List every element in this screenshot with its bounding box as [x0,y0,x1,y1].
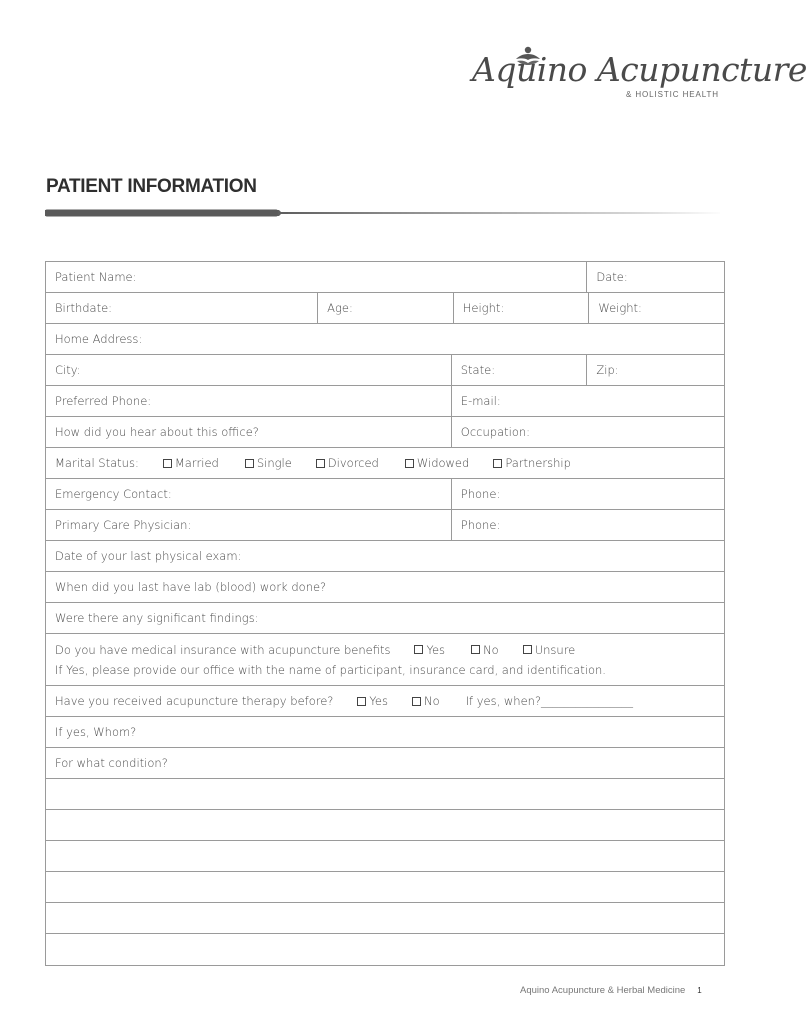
height-label: Height: [462,301,505,315]
findings-field[interactable] [46,603,724,633]
form-row [46,293,724,324]
last-lab-field[interactable] [46,572,724,602]
marital-option-single[interactable] [245,456,292,470]
checkbox-icon[interactable] [163,459,172,468]
insurance-option-no[interactable] [471,643,499,657]
city-label: City: [55,363,81,377]
preferred-phone-field[interactable] [46,386,451,416]
acupuncture-option-no[interactable] [412,694,440,708]
checkbox-icon[interactable] [245,459,254,468]
option-label: No [423,694,440,708]
form-row [46,686,724,717]
age-label: Age: [327,301,353,315]
emergency-contact-field[interactable] [46,479,451,509]
primary-care-label: Primary Care Physician: [55,518,192,532]
practitioner-field[interactable] [46,717,724,747]
blank-cell[interactable] [46,779,724,809]
blank-line[interactable] [46,779,724,810]
form-row [46,417,724,448]
marital-option-divorced[interactable] [316,456,379,470]
page-number: 1 [697,986,702,995]
option-label: Married [174,456,219,470]
checkbox-icon[interactable] [523,645,532,654]
primary-care-field[interactable] [46,510,451,540]
footer-text: Aquino Acupuncture & Herbal Medicine [520,985,686,996]
checkbox-icon[interactable] [357,697,366,706]
zip-field[interactable] [586,355,724,385]
date-field[interactable] [586,262,724,292]
age-field[interactable] [317,293,453,323]
brand-name: Aquino Acupuncture [472,50,807,89]
form-row [46,717,724,748]
form-row [46,603,724,634]
form-row [46,448,724,479]
blank-line[interactable] [46,934,724,965]
form-row [46,324,724,355]
form-row [46,386,724,417]
option-label: Widowed [416,456,470,470]
blank-cell[interactable] [46,841,724,871]
condition-field[interactable] [46,748,724,778]
birthdate-label: Birthdate: [55,301,113,315]
marital-option-widowed[interactable] [405,456,469,470]
acupuncture-history-label: Have you received acupuncture therapy before? [55,694,334,708]
weight-label: Weight: [598,301,642,315]
acupuncture-history-field [46,686,724,716]
home-address-label: Home Address: [55,332,143,346]
last-physical-field[interactable] [46,541,724,571]
city-field[interactable] [46,355,451,385]
acupuncture-when-input[interactable]: If yes, when?________________ [465,694,634,708]
brand-tagline: & HOLISTIC HEALTH [626,90,719,99]
brand-logo [470,46,807,102]
checkbox-icon[interactable] [471,645,480,654]
option-label: Yes [426,642,446,657]
form-row [46,634,724,686]
email-field[interactable] [451,386,724,416]
email-label: E-mail: [460,394,501,408]
blank-cell[interactable] [46,872,724,902]
insurance-option-unsure[interactable] [523,643,576,657]
emergency-phone-field[interactable] [451,479,724,509]
insurance-option-yes[interactable] [414,643,445,657]
home-address-field[interactable] [46,324,724,354]
referral-source-field[interactable] [46,417,451,447]
blank-line[interactable] [46,872,724,903]
referral-source-label: How did you hear about this office? [55,425,259,439]
practitioner-label: If yes, Whom? [55,725,137,739]
acupuncture-option-yes[interactable] [357,694,388,708]
patient-form [45,261,725,966]
date-label: Date: [596,270,628,284]
option-label: Single [256,456,292,470]
state-field[interactable] [451,355,587,385]
birthdate-field[interactable] [46,293,317,323]
insurance-question-label: Do you have medical insurance with acupuncture benefits [55,642,391,657]
blank-line[interactable] [46,841,724,872]
marital-status-label: Marital Status: [55,456,139,470]
checkbox-icon[interactable] [493,459,502,468]
blank-cell[interactable] [46,934,724,965]
weight-field[interactable] [588,293,724,323]
page-title: PATIENT INFORMATION [46,176,257,197]
emergency-phone-label: Phone: [460,487,501,501]
insurance-field [46,634,724,685]
checkbox-icon[interactable] [412,697,421,706]
form-row [46,748,724,779]
insurance-question-line [55,640,575,660]
marital-status-field [46,448,724,478]
checkbox-icon[interactable] [405,459,414,468]
marital-option-married[interactable] [163,456,219,470]
option-label: Partnership [505,456,571,470]
blank-cell[interactable] [46,903,724,933]
preferred-phone-label: Preferred Phone: [55,394,152,408]
form-row [46,479,724,510]
form-row [46,572,724,603]
form-row [46,262,724,293]
zip-label: Zip: [596,363,619,377]
emergency-contact-label: Emergency Contact: [55,487,172,501]
blank-cell[interactable] [46,810,724,840]
patient-name-label: Patient Name: [55,270,137,284]
form-row [46,541,724,572]
patient-name-field[interactable] [46,262,586,292]
checkbox-icon[interactable] [316,459,325,468]
primary-phone-field[interactable] [451,510,724,540]
height-field[interactable] [453,293,589,323]
checkbox-icon[interactable] [414,645,423,654]
option-label: Yes [369,694,388,708]
condition-label: For what condition? [55,756,168,770]
blank-line[interactable] [46,810,724,841]
occupation-label: Occupation: [460,425,531,439]
last-physical-label: Date of your last physical exam: [55,549,242,563]
title-divider [45,209,725,217]
form-row [46,355,724,386]
state-label: State: [460,363,496,377]
findings-label: Were there any significant findings: [55,611,259,625]
option-label: Divorced [327,456,379,470]
page-footer [520,985,702,996]
insurance-note: If Yes, please provide our office with the name of participant, insurance card, and identification. [55,662,606,677]
marital-option-partnership[interactable] [493,456,571,470]
last-lab-label: When did you last have lab (blood) work done? [55,580,327,594]
occupation-field[interactable] [451,417,724,447]
option-label: Unsure [534,642,576,657]
blank-line[interactable] [46,903,724,934]
primary-phone-label: Phone: [460,518,501,532]
option-label: No [483,642,499,657]
form-row [46,510,724,541]
